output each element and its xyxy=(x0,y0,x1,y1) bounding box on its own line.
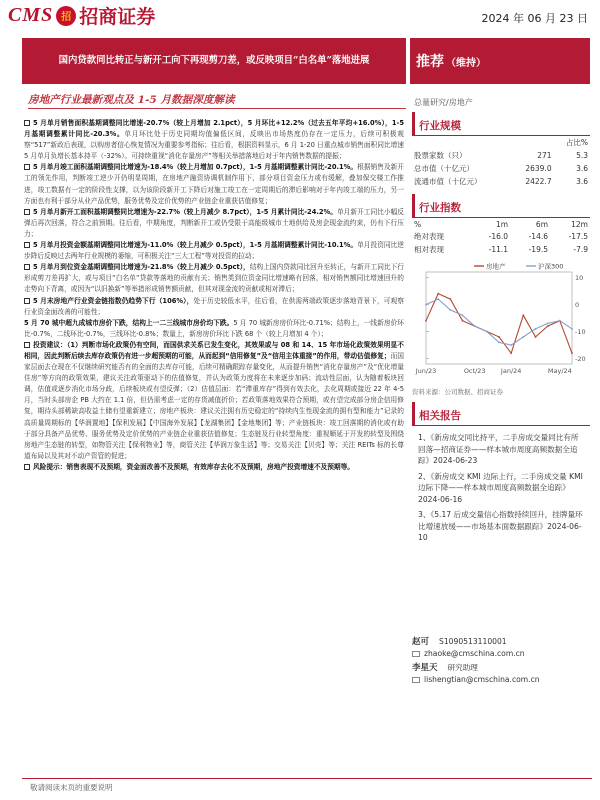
paragraph-text: 处于历史较低水平，往后看，在供需两端政策逐步落地背景下，可观察行业资金面改善的可能性； xyxy=(24,296,405,316)
paragraph-text: 结构上国内贷款同比回升至转正，与新开工同比下行形成剪刀差再扩大，或与项目“白名单”贷款等落地的贡献有关；销售类到位资金同比增速略有回落，相对销售额同比增速回升的走势向下背离，或因为“以旧换新”等举措形成销售额贡献，但其对现金流的贡献或相对滞后； xyxy=(24,263,404,294)
plot-frame xyxy=(426,272,572,364)
series-point xyxy=(425,320,427,322)
bullet-square-icon xyxy=(24,164,30,170)
series-point xyxy=(498,341,500,343)
scale-cell-name: 总市值（十亿元） xyxy=(414,164,474,173)
brand-cn: 招商证券 xyxy=(79,6,156,28)
paragraph-lead: 5 月单月新开工面积基期调整同比增速为-22.7%（较上月减少 8.7pct），1-5 月累计同比-24.2%。 xyxy=(33,207,337,216)
series-point xyxy=(547,325,549,327)
price-chart-svg xyxy=(412,256,590,384)
assistant-name: 李星天 xyxy=(412,663,438,673)
body-paragraph xyxy=(24,118,404,162)
index-cell: -17.5 xyxy=(568,232,588,241)
series-point xyxy=(559,320,561,322)
scale-cell-name: 流通市值（十亿元） xyxy=(414,177,482,186)
index-header-cell: 1m xyxy=(495,219,509,229)
series-point xyxy=(498,336,500,338)
scale-table xyxy=(412,136,590,188)
section-index-title: 行业指数 xyxy=(412,194,590,218)
assistant-email[interactable]: lishengtian@cmschina.com.cn xyxy=(424,675,540,684)
scale-row xyxy=(412,149,590,162)
index-cell: -19.5 xyxy=(528,245,548,254)
bullet-square-icon xyxy=(24,209,30,215)
scale-cell-pct: 5.3 xyxy=(576,151,588,160)
related-reports-list xyxy=(412,426,590,544)
series-point xyxy=(425,304,427,306)
index-cell: -14.6 xyxy=(528,232,548,241)
paragraph-text: 单月新开工同比小幅反弹后再次回落，符合之前预期。往后看，中期角度，判断新开工或仍受限于高能级城市土地供给及房企现金流约束，仍有下行压力； xyxy=(24,207,404,238)
series-point xyxy=(437,298,439,300)
analyst-id: S1090513110001 xyxy=(439,637,507,646)
series-point xyxy=(571,328,573,330)
index-row xyxy=(412,230,590,243)
section-scale-title: 行业规模 xyxy=(412,112,590,136)
body-paragraph xyxy=(24,162,404,206)
scale-row xyxy=(412,162,590,175)
index-table xyxy=(412,218,590,256)
body-paragraph xyxy=(24,207,404,240)
body-paragraph xyxy=(24,240,404,262)
subtitle-rule xyxy=(28,108,406,109)
paragraph-lead: 5 月末房地产行业资金链指数仍趋势下行（106%）， xyxy=(33,296,194,305)
paragraph-lead: 投资建议：（1）判断市场化政策仍有空间，而国供求关系已发生变化，其效果或与 08 和 14、15 年市场化政策效果明显不相同，因此判断后续去库存政策仍有进一步超预期的可能，从而起到“信用修复”及“信用主体重接”的作用，带动估值修复； xyxy=(24,340,404,360)
rating-sub: （维持） xyxy=(446,57,486,69)
scale-unit-label: 占比% xyxy=(565,138,588,147)
scale-cell-value: 2422.7 xyxy=(525,177,552,186)
y-tick-label: -20 xyxy=(575,355,586,364)
paragraph-text: 5 月 70 城新房房价环比-0.71%；结构上，一线新房价环比-0.7%，二线环比-0.7%，三线环比-0.8%；数量上，新房房价环比下跌 68 个（较上月增加 4 个）； xyxy=(24,318,404,338)
paragraph-text: 单月投资同比逆步降后反映过去两年行业规模的萎缩，可积极关注“三大工程”等对投资的拉动； xyxy=(24,241,404,261)
bullet-square-icon xyxy=(24,298,30,304)
body-paragraph xyxy=(24,296,404,318)
y-tick-label: -10 xyxy=(575,328,586,337)
legend-label: 沪深300 xyxy=(538,262,564,271)
paragraph-text: 单月环比处于历史同期均值偏低区间，反映出市场热度仍存在一定压力，后续可积极观察“517”新政后表现，以购房者信心恢复情况为重要参考指标；往后看，根据资料显示，6 月 1-20 日重点城市销售面积同比增速 5 月单月负增长基本持平（-32%）。可持续重视“消化存量房产”等相关举措落地后对于年内销售数据的提振； xyxy=(24,130,404,161)
body-paragraph xyxy=(24,262,404,295)
series-point xyxy=(547,323,549,325)
x-tick-label: Jan/24 xyxy=(500,367,522,375)
series-point xyxy=(535,336,537,338)
series-point xyxy=(510,344,512,346)
bullet-square-icon xyxy=(24,264,30,270)
index-header-cell: 12m xyxy=(571,219,588,229)
series-point xyxy=(535,328,537,330)
related-report-item[interactable]: 3、《5.17 后成交量信心指数持续回升，挂牌量环比增速放缓——市场基本面数据跟踪》2024-06-10 xyxy=(418,510,583,542)
related-report-item[interactable]: 1、《新房成交同比持平，二手房成交量同比有所回落—招商证券——样本城市周度高频数据全追踪》2024-06-23 xyxy=(418,433,579,465)
paragraph-lead: 5 月 70 城中超九成城市房价下跌，结构上一二三线城市房价均下跌。 xyxy=(24,318,234,327)
analyst-name: 赵可 xyxy=(412,637,430,647)
paragraph-text: 而国家层面去仓现在不仅继续研究能否有的全面的去库存可能，后续可精确跟踪存量变化，从而提升销售“消化存量房产”及“优化增量住房”等方向的政策效果，建议关注政策驱动下的估值修复，并认为政策力度将在未来逐步加码；流动性层面，认为随着板块回调，估值或逐步消化市场分歧，后续板块或有望反弹；（2）估值层面：若“滞重库存”得到有效去化，去化周期或接近 22 年 4-5 月，当时头部房企 PB 大约在 1.1 倍，但仍需考虑一定的存货减值折价；若政策落地效果符合预期，或有望完成部分房企信用修复，期待头部稀缺高收益土储有望重新建立；房地产板块：建议关注拥有历史稳定的“持续内生性现金流的拥有型和能力”记录的高质量周期标的【华润置地】【保利发展】【中国海外发展】【龙湖集团】【金地集团】等；产业链板块：竣工回落期的消化或有助于部分具备产品优势、服务优势及定价优势的产业链企业重获估值修复；生态链及行业转型角度：重视顺延于开发的转型及围绕房地产生态链的转型，如物管关注【保利物业】等，商管关注【华润万象生活】等；交易关注【贝壳】等；关注 REITs 标的长尊道布局以及其对不动产资管的促进； xyxy=(24,351,404,460)
scale-cell-pct: 3.6 xyxy=(576,177,588,186)
analyst-contacts xyxy=(412,636,590,686)
scale-cell-name: 股票家数（只） xyxy=(414,151,467,160)
paragraph-lead: 风险提示：销售表现不及预期，资金面改善不及预期，有效库存去化不及预期，房地产投资增速不及预期等。 xyxy=(33,462,354,471)
y-tick-label: 10 xyxy=(575,273,584,282)
brand-logo xyxy=(8,2,155,29)
index-cell: -7.9 xyxy=(573,245,588,254)
index-row-label: 绝对表现 xyxy=(414,232,444,241)
report-date: 2024 年 06 月 23 日 xyxy=(481,12,588,25)
series-point xyxy=(462,320,464,322)
x-tick-label: Jun/23 xyxy=(415,367,437,375)
x-tick-label: May/24 xyxy=(547,367,572,375)
brand-badge-icon: 招 xyxy=(56,6,76,26)
rating-box xyxy=(410,38,590,84)
y-tick-label: 0 xyxy=(575,300,580,309)
section-reports-title: 相关报告 xyxy=(412,402,590,426)
report-subtitle: 房地产行业最新观点及 1-5 月数据深度解读 xyxy=(28,94,235,106)
footer-rule xyxy=(22,778,592,779)
body-paragraph xyxy=(24,340,404,462)
series-point xyxy=(437,293,439,295)
related-report-item[interactable]: 2、《新房成交 KMI 边际上行，二手房成交量 KMI 边际下降——样本城市周度高频数据全追踪》2024-06-16 xyxy=(418,471,583,504)
rating-label: 推荐 xyxy=(416,54,444,70)
paragraph-lead: 5 月单月竣工面积基期调整同比增速为-18.4%（较上月增加 0.7pct），1-5 月基期调整累计同比-20.1%。 xyxy=(33,163,358,172)
index-header-row xyxy=(412,218,590,230)
series-point xyxy=(522,336,524,338)
paragraph-text: 根据销售及新开工的领先作用，判断竣工逆少开仍明显周期，在房地产融资协调机制作用下，部分项目资金压力或有缓解，叠加保交楼工作推进，竣工数据有一定的阶段性支撑，以为该阶段新开工下降后对施工竣工在一定周期后的滞后影响对于年内竣工端的压力，另一方面也有利于部分从业产品优势，服务优势及定价优势的产业链企业重获估值修复； xyxy=(24,163,404,205)
chart-source: 资料来源：公司数据、招商证券 xyxy=(412,388,503,396)
index-cell: -16.0 xyxy=(488,232,509,241)
index-header-cell: 6m xyxy=(535,219,548,229)
bullet-square-icon xyxy=(24,242,30,248)
email-icon xyxy=(412,651,420,657)
body-paragraph xyxy=(24,318,404,340)
series-line xyxy=(426,299,572,345)
email-icon xyxy=(412,677,420,683)
legend-label: 房地产 xyxy=(486,262,506,271)
scale-row xyxy=(412,175,590,188)
sidebar xyxy=(412,112,590,548)
series-point xyxy=(474,325,476,327)
series-point xyxy=(449,309,451,311)
brand-en: CMS xyxy=(8,4,54,26)
analyst-category: 总量研究/房地产 xyxy=(414,98,473,107)
bullet-square-icon xyxy=(24,120,30,126)
bullet-square-icon xyxy=(24,464,30,470)
scale-cell-pct: 3.6 xyxy=(576,164,588,173)
series-point xyxy=(449,298,451,300)
paragraph-lead: 5 月单月到位资金基期调整同比增速为-21.8%（较上月减少 0.5pct）， xyxy=(33,263,250,272)
index-row xyxy=(412,243,590,256)
page-header xyxy=(0,0,600,34)
analyst-email[interactable]: zhaoke@cmschina.com.cn xyxy=(424,649,525,658)
series-point xyxy=(486,331,488,333)
report-body xyxy=(24,118,404,473)
index-header-cell: % xyxy=(414,219,422,229)
series-point xyxy=(510,352,512,354)
series-point xyxy=(522,314,524,316)
scale-cell-value: 271 xyxy=(537,151,552,160)
footer-note: 敬请阅读末页的重要说明 xyxy=(30,783,113,792)
index-row-label: 相对表现 xyxy=(414,245,444,254)
series-point xyxy=(462,314,464,316)
assistant-role: 研究助理 xyxy=(447,663,478,672)
paragraph-lead: 5 月单月投资金额基期调整同比增速为-11.0%（较上月减少 0.5pct），1-5 月基期调整累计同比-10.1%。 xyxy=(33,241,358,250)
index-cell: -11.1 xyxy=(488,245,509,254)
title-band: 国内贷款同比转正与新开工向下再现剪刀差，或反映项目“白名单”落地进展 xyxy=(22,38,406,84)
body-paragraph xyxy=(24,462,404,473)
scale-cell-value: 2639.0 xyxy=(525,164,552,173)
x-tick-label: Oct/23 xyxy=(463,367,486,375)
price-chart xyxy=(412,256,590,384)
series-point xyxy=(571,352,573,354)
bullet-square-icon xyxy=(24,342,30,348)
paragraph-lead: 5 月单月销售面积基期调整同比增速-20.7%（较上月增加 2.1pct），5 月环比+12.2%（过去五年平均+16.0%），1-5 月基期调整累计同比-20.3%。 xyxy=(24,119,404,139)
